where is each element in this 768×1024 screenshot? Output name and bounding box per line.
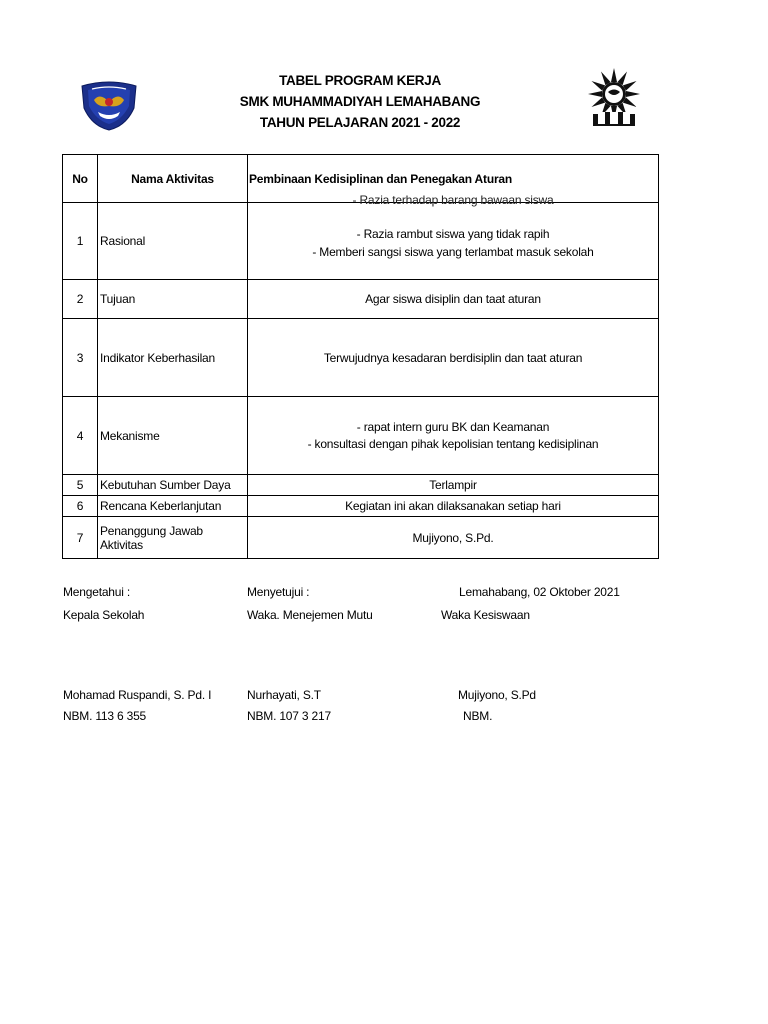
table-row [63, 203, 659, 280]
table-row [63, 319, 659, 397]
signature-middle-name: Nurhayati, S.T [247, 688, 321, 702]
row-value [248, 397, 659, 475]
value-line: - rapat intern guru BK dan Keamanan [356, 419, 550, 434]
table-row [63, 475, 659, 496]
row-number: 6 [63, 496, 98, 517]
signature-right-date: Lemahabang, 02 Oktober 2021 [459, 585, 620, 599]
signature-right-nbm: NBM. [463, 709, 493, 723]
table-row [63, 517, 659, 559]
table-row [63, 280, 659, 319]
row-label: Indikator Keberhasilan [98, 319, 248, 397]
muhammadiyah-sun-icon [585, 68, 643, 128]
signature-left-nbm: NBM. 113 6 355 [63, 709, 147, 723]
signature-left-label: Mengetahui : [63, 585, 130, 599]
table-row [63, 496, 659, 517]
column-header-no: No [63, 155, 98, 203]
row-number: 2 [63, 280, 98, 319]
signature-left-name: Mohamad Ruspandi, S. Pd. I [63, 688, 212, 702]
row-label: Mekanisme [98, 397, 248, 475]
signature-middle-label: Menyetujui : [247, 585, 310, 599]
row-number: 5 [63, 475, 98, 496]
row-label: Tujuan [98, 280, 248, 319]
signature-middle-role: Waka. Menejemen Mutu [247, 608, 373, 622]
row-number: 3 [63, 319, 98, 397]
signature-right-name: Mujiyono, S.Pd [458, 688, 536, 702]
signature-left-role: Kepala Sekolah [63, 608, 145, 622]
row-value: Agar siswa disiplin dan taat aturan [248, 280, 659, 319]
signature-right-role: Waka Kesiswaan [441, 608, 530, 622]
row-number: 1 [63, 203, 98, 280]
clipped-text: - Razia terhadap barang bawaan siswa [352, 193, 554, 207]
document-header [200, 70, 520, 133]
school-emblem-icon [78, 78, 140, 132]
header-year: TAHUN PELAJARAN 2021 - 2022 [259, 115, 461, 130]
header-school: SMK MUHAMMADIYAH LEMAHABANG [239, 94, 481, 109]
column-header-value: Pembinaan Kedisiplinan dan Penegakan Aturan [248, 155, 659, 203]
row-value: Terlampir [248, 475, 659, 496]
value-line: - Memberi sangsi siswa yang terlambat masuk sekolah [312, 245, 594, 259]
row-label: Rasional [98, 203, 248, 280]
row-value: Kegiatan ini akan dilaksanakan setiap hari [248, 496, 659, 517]
value-line: - Razia rambut siswa yang tidak rapih [356, 227, 550, 241]
row-label: Kebutuhan Sumber Daya [98, 475, 248, 496]
row-label: Rencana Keberlanjutan [98, 496, 248, 517]
row-label: Penanggung Jawab Aktivitas [98, 517, 248, 559]
column-header-name: Nama Aktivitas [98, 155, 248, 203]
row-number: 7 [63, 517, 98, 559]
row-value: Mujiyono, S.Pd. [248, 517, 659, 559]
header-title: TABEL PROGRAM KERJA [279, 73, 441, 88]
table-row [63, 397, 659, 475]
row-value: Terwujudnya kesadaran berdisiplin dan taat aturan [248, 319, 659, 397]
program-table [62, 154, 659, 559]
row-number: 4 [63, 397, 98, 475]
signature-middle-nbm: NBM. 107 3 217 [247, 709, 331, 723]
value-line: - konsultasi dengan pihak kepolisian tentang kedisiplinan [307, 436, 599, 451]
row-value [248, 193, 659, 280]
